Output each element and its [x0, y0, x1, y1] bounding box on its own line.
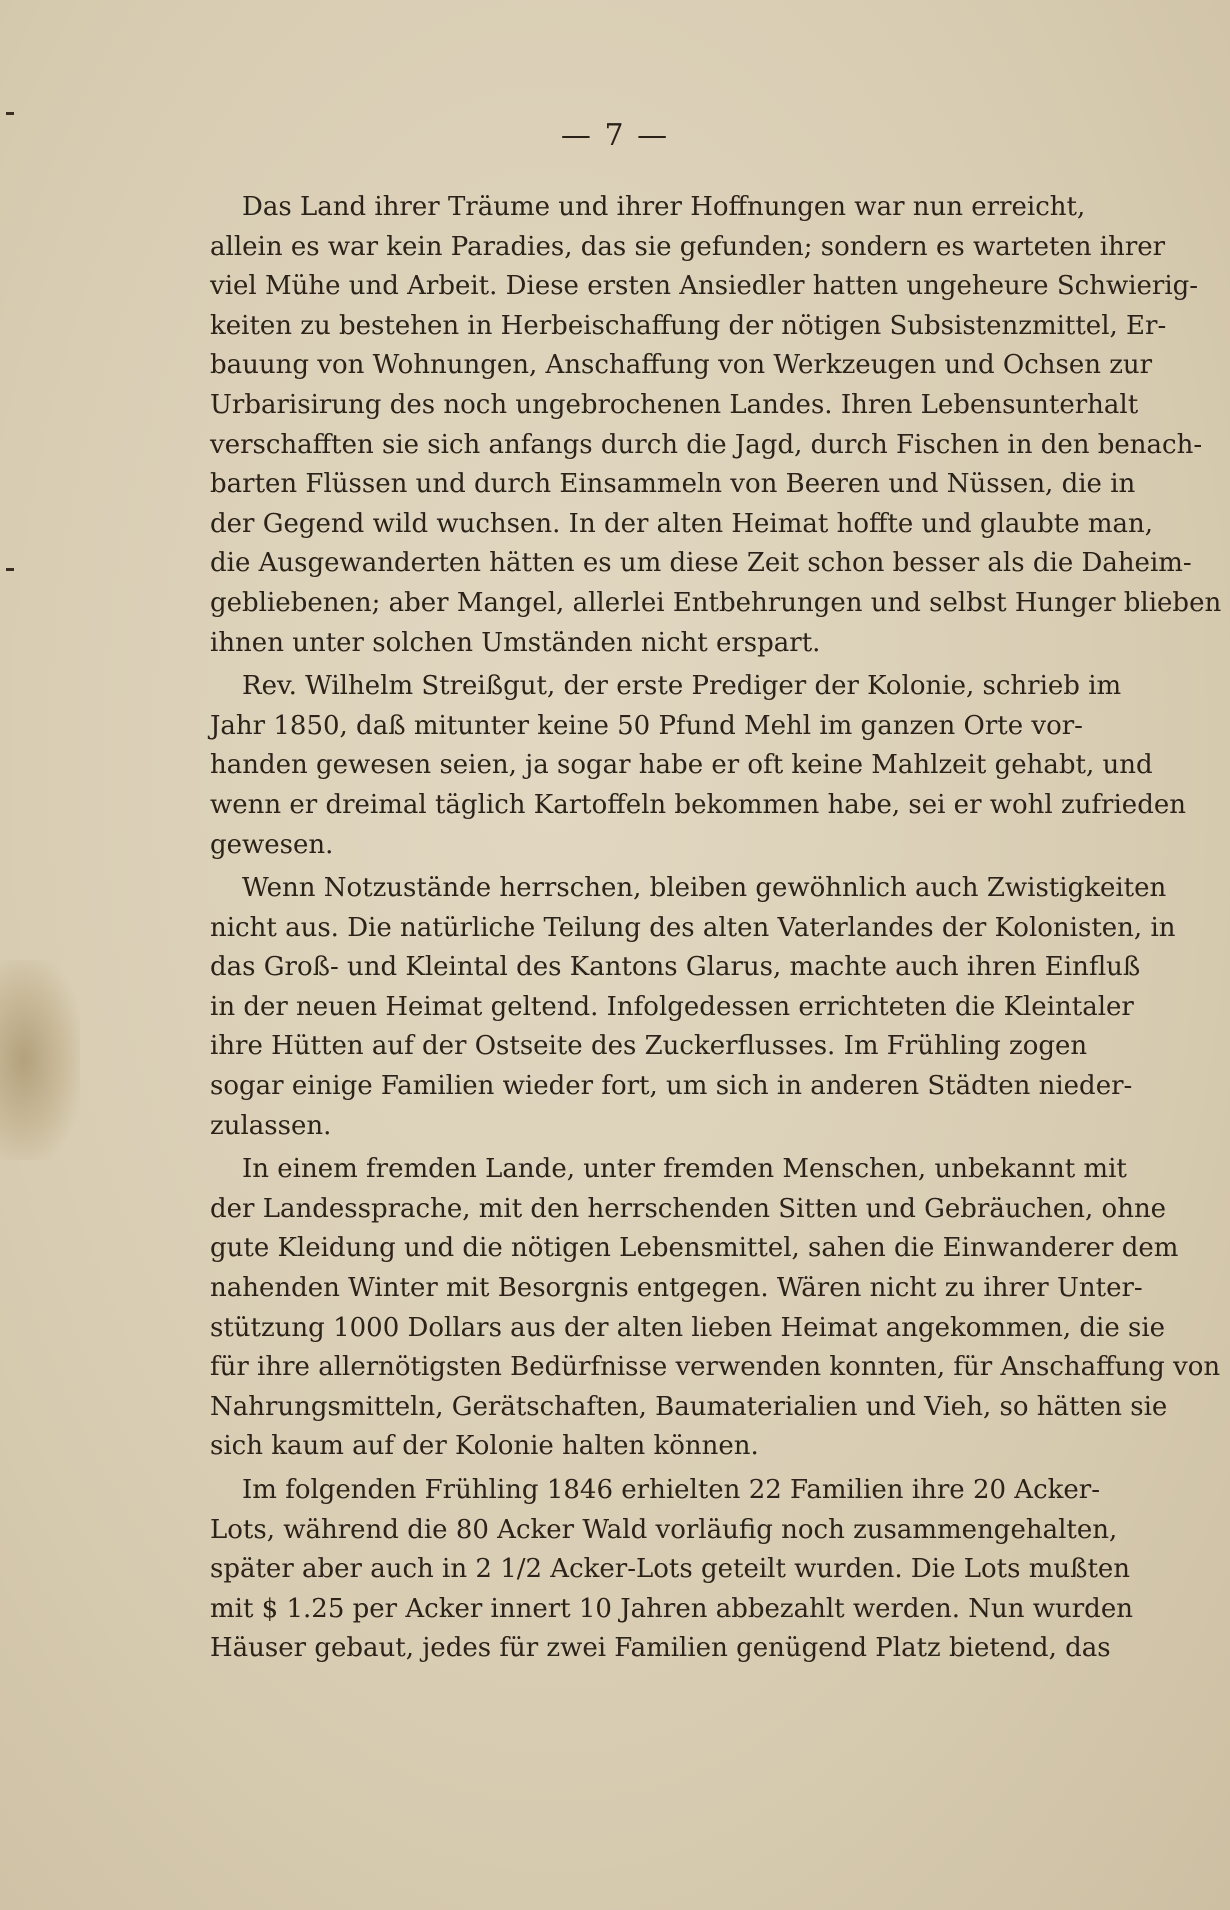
- text-line: der Gegend wild wuchsen. In der alten Heimat hoffte und glaubte man,: [210, 508, 1154, 539]
- text-line: handen gewesen seien, ja sogar habe er oft keine Mahlzeit gehabt, und: [210, 750, 1153, 781]
- paragraph: [210, 667, 1186, 865]
- text-line: gebliebenen; aber Mangel, allerlei Entbehrungen und selbst Hunger blieben: [210, 587, 1222, 618]
- text-line: verschafften sie sich anfangs durch die Jagd, durch Fischen in den benach-: [210, 429, 1203, 460]
- body-text: [210, 188, 1222, 1673]
- page-number-header: — 7 —: [560, 118, 670, 153]
- text-line: Lots, während die 80 Acker Wald vorläufig noch zusammengehalten,: [210, 1514, 1118, 1545]
- text-line: barten Flüssen und durch Einsammeln von Beeren und Nüssen, die in: [210, 469, 1136, 500]
- text-line: sogar einige Familien wieder fort, um sich in anderen Städten nieder-: [210, 1071, 1133, 1102]
- text-line: Urbarisirung des noch ungebrochenen Landes. Ihren Lebensunterhalt: [210, 389, 1139, 420]
- text-line: Nahrungsmitteln, Gerätschaften, Baumaterialien und Vieh, so hätten sie: [210, 1391, 1168, 1422]
- text-line: ihre Hütten auf der Ostseite des Zuckerflusses. Im Frühling zogen: [210, 1031, 1088, 1062]
- paragraph: [210, 1150, 1221, 1467]
- text-line: für ihre allernötigsten Bedürfnisse verwenden konnten, für Anschaffung von: [210, 1352, 1221, 1383]
- text-line: später aber auch in 2 1/2 Acker-Lots geteilt wurden. Die Lots mußten: [210, 1554, 1131, 1585]
- edge-mark: [6, 568, 14, 571]
- paragraph: [210, 1471, 1133, 1669]
- text-line: das Groß- und Kleintal des Kantons Glarus, machte auch ihren Einfluß: [210, 952, 1141, 983]
- text-line: Im folgenden Frühling 1846 erhielten 22 Familien ihre 20 Acker-: [242, 1475, 1100, 1505]
- text-line: ihnen unter solchen Umständen nicht erspart.: [210, 627, 821, 658]
- text-line: in der neuen Heimat geltend. Infolgedessen errichteten die Kleintaler: [210, 991, 1134, 1022]
- text-line: keiten zu bestehen in Herbeischaffung der nötigen Subsistenzmittel, Er-: [210, 310, 1167, 341]
- edge-mark: [6, 112, 14, 115]
- text-line: In einem fremden Lande, unter fremden Menschen, unbekannt mit: [242, 1154, 1127, 1185]
- text-line: Wenn Notzustände herrschen, bleiben gewöhnlich auch Zwistigkeiten: [242, 873, 1167, 904]
- paragraph: [210, 869, 1176, 1146]
- text-line: nahenden Winter mit Besorgnis entgegen. Wären nicht zu ihrer Unter-: [210, 1273, 1143, 1304]
- text-line: wenn er dreimal täglich Kartoffeln bekommen habe, sei er wohl zufrieden: [210, 789, 1186, 820]
- text-line: Häuser gebaut, jedes für zwei Familien genügend Platz bietend, das: [210, 1633, 1111, 1664]
- text-line: Jahr 1850, daß mitunter keine 50 Pfund Mehl im ganzen Orte vor-: [210, 710, 1083, 741]
- text-line: bauung von Wohnungen, Anschaffung von Werkzeugen und Ochsen zur: [210, 350, 1153, 381]
- text-line: Das Land ihrer Träume und ihrer Hoffnungen war nun erreicht,: [242, 192, 1086, 222]
- text-line: Rev. Wilhelm Streißgut, der erste Prediger der Kolonie, schrieb im: [242, 671, 1122, 702]
- text-line: nicht aus. Die natürliche Teilung des alten Vaterlandes der Kolonisten, in: [210, 912, 1176, 943]
- paper-stain: [0, 960, 80, 1160]
- text-line: allein es war kein Paradies, das sie gefunden; sondern es warteten ihrer: [210, 231, 1166, 262]
- paragraph: [210, 188, 1222, 663]
- text-line: mit $ 1.25 per Acker innert 10 Jahren abbezahlt werden. Nun wurden: [210, 1593, 1133, 1624]
- text-line: gewesen.: [210, 829, 334, 860]
- text-line: zulassen.: [210, 1110, 332, 1141]
- text-line: viel Mühe und Arbeit. Diese ersten Ansiedler hatten ungeheure Schwierig-: [210, 271, 1199, 302]
- text-line: sich kaum auf der Kolonie halten können.: [210, 1431, 759, 1462]
- text-line: der Landessprache, mit den herrschenden Sitten und Gebräuchen, ohne: [210, 1193, 1167, 1224]
- text-line: gute Kleidung und die nötigen Lebensmittel, sahen die Einwanderer dem: [210, 1233, 1179, 1264]
- text-line: die Ausgewanderten hätten es um diese Zeit schon besser als die Daheim-: [210, 548, 1192, 579]
- text-line: stützung 1000 Dollars aus der alten lieben Heimat angekommen, die sie: [210, 1312, 1166, 1343]
